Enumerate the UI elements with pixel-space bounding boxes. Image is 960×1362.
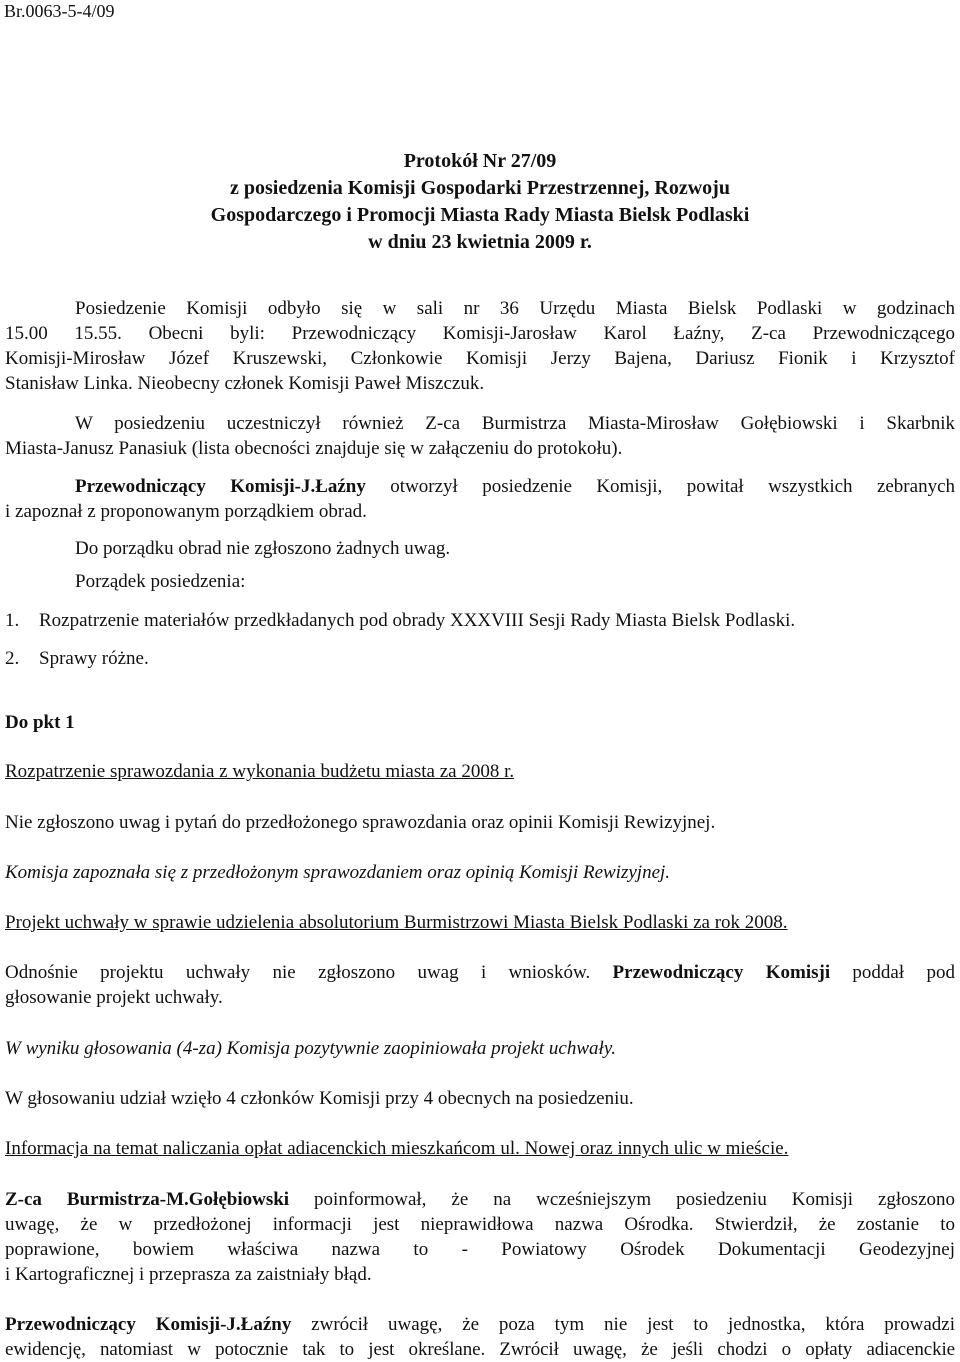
speaker-name: Przewodniczący Komisji-J.Łaźny <box>75 476 366 497</box>
speaker-name: Przewodniczący Komisji-J.Łaźny <box>5 1314 292 1335</box>
agenda-label: Porządek posiedzenia: <box>75 571 246 592</box>
opening-text: otworzył posiedzenie Komisji, powitał wszystkich zebranych <box>365 476 956 497</box>
speaker-name: Przewodniczący Komisji <box>612 962 831 983</box>
opening-line: i zapoznał z proponowanym porządkiem obrad. <box>5 501 367 522</box>
agenda-item-text: Sprawy różne. <box>39 648 149 669</box>
vote-line: głosowanie projekt uchwały. <box>5 987 223 1008</box>
title-line: w dniu 23 kwietnia 2009 r. <box>368 231 592 253</box>
intro-line: Posiedzenie Komisji odbyło się w sali nr 36 Urzędu Miasta Bielsk Podlaski w godzinach <box>75 298 955 319</box>
agenda-item-text: Rozpatrzenie materiałów przedkładanych pod obrady XXXVIII Sesji Rady Miasta Bielsk Podlaski. <box>39 610 796 631</box>
agenda-item <box>5 608 795 633</box>
fees-text: poinformował, że na wcześniejszym posiedzeniu Komisji zgłoszono <box>289 1189 956 1210</box>
document-id: Br.0063-5-4/09 <box>4 1 115 21</box>
closing-line: ewidencję, natomiast w potocznie tak to jest określane. Zwrócił uwagę, że jeśli chodzi o opłaty adiacenckie <box>5 1339 955 1360</box>
agenda-item-number: 2. <box>5 648 20 669</box>
title-line: Gospodarczego i Promocji Miasta Rady Miasta Bielsk Podlaski <box>210 204 750 226</box>
fees-line: i Kartograficznej i przeprasza za zaistniały błąd. <box>5 1264 372 1285</box>
fees-line: uwagę, że w przedłożonej informacji jest nieprawidłowa nazwa Ośrodka. Stwierdził, że zostanie to <box>5 1214 955 1235</box>
opening-line <box>75 474 955 499</box>
guests-line: W posiedzeniu uczestniczył również Z-ca Burmistrza Miasta-Mirosław Gołębiowski i Skarbnik <box>75 413 955 434</box>
title-line: Protokół Nr 27/09 <box>403 150 557 172</box>
fees-line: poprawione, bowiem właściwa nazwa to - Powiatowy Ośrodek Dokumentacji Geodezyjnej <box>5 1239 955 1260</box>
agenda-item <box>5 646 149 671</box>
vote-text: Odnośnie projektu uchwały nie zgłoszono uwag i wniosków. <box>5 962 613 983</box>
closing-line <box>5 1312 955 1337</box>
vote-result: W wyniku głosowania (4-za) Komisja pozytywnie zaopiniowała projekt uchwały. <box>5 1038 616 1059</box>
paragraph: Nie zgłoszono uwag i pytań do przedłożonego sprawozdania oraz opinii Komisji Rewizyjnej. <box>5 812 716 833</box>
participation-text: W głosowaniu udział wzięło 4 członków Komisji przy 4 obecnych na posiedzeniu. <box>5 1088 634 1109</box>
title-line: z posiedzenia Komisji Gospodarki Przestrzennej, Rozwoju <box>230 177 730 199</box>
agenda-item-number: 1. <box>5 610 20 631</box>
no-remarks-text: Do porządku obrad nie zgłoszono żadnych uwag. <box>75 538 451 559</box>
speaker-name: Z-ca Burmistrza-M.Gołębiowski <box>5 1189 290 1210</box>
fees-line <box>5 1187 955 1212</box>
subject-heading: Rozpatrzenie sprawozdania z wykonania budżetu miasta za 2008 r. <box>5 761 515 782</box>
subject-heading: Informacja na temat naliczania opłat adiacenckich mieszkańcom ul. Nowej oraz innych ulic w mieście. <box>5 1138 789 1159</box>
intro-line: Komisji-Mirosław Józef Kruszewski, Członkowie Komisji Jerzy Bajena, Dariusz Fionik i Krzysztof <box>5 348 955 369</box>
paragraph: Komisja zapoznała się z przedłożonym sprawozdaniem oraz opinią Komisji Rewizyjnej. <box>5 862 671 883</box>
resolution-title: Projekt uchwały w sprawie udzielenia absolutorium Burmistrzowi Miasta Bielsk Podlaski za rok 2008. <box>5 912 788 933</box>
vote-text: poddał pod <box>830 962 955 983</box>
intro-line: Stanisław Linka. Nieobecny członek Komisji Paweł Miszczuk. <box>5 373 485 394</box>
guests-line: Miasta-Janusz Panasiuk (lista obecności znajduje się w załączeniu do protokołu). <box>5 438 623 459</box>
point-heading: Do pkt 1 <box>5 712 75 733</box>
intro-line: 15.00 15.55. Obecni byli: Przewodniczący Komisji-Jarosław Karol Łaźny, Z-ca Przewodniczącego <box>5 323 955 344</box>
closing-text: zwrócił uwagę, że poza tym nie jest to jednostka, która prowadzi <box>291 1314 955 1335</box>
vote-line <box>5 960 955 985</box>
document-title <box>0 148 960 256</box>
